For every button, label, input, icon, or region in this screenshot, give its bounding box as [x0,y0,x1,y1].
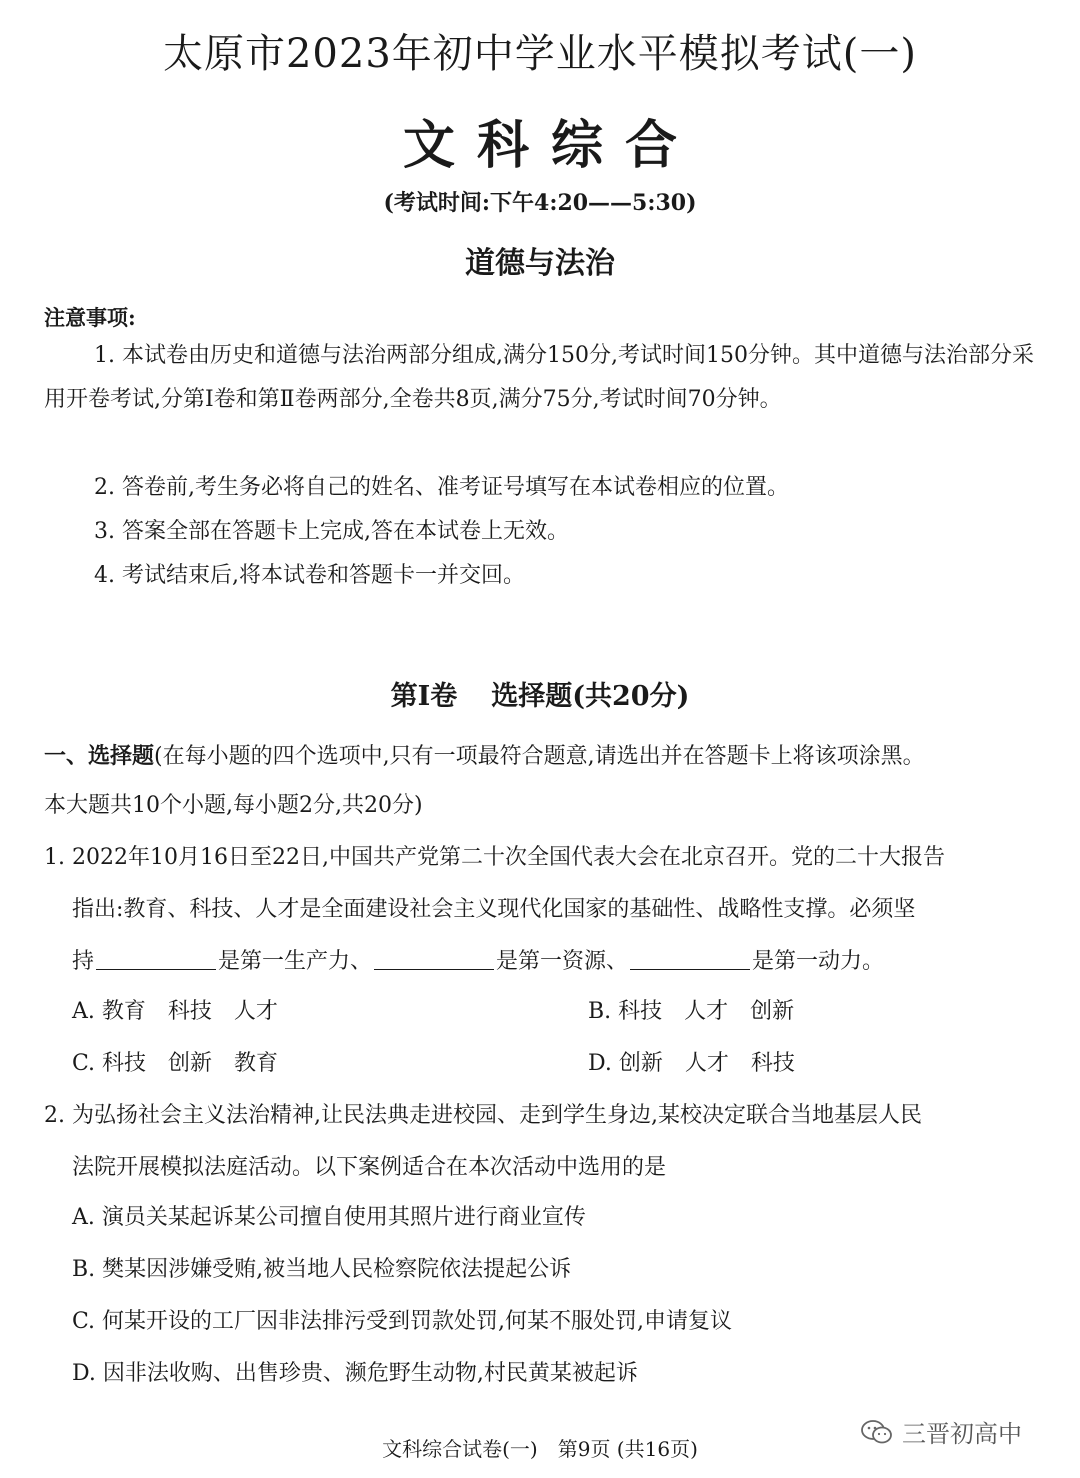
q1-option-b: B. 科技 人才 创新 [588,999,795,1024]
q1-option-c: C. 科技 创新 教育 [72,1051,279,1076]
q1-text-b: 是第一生产力、 [218,949,373,974]
notice-heading: 注意事项: [44,305,136,330]
answer-blank-1 [96,943,216,970]
section-title: 选择题(共20分) [491,681,690,712]
q1-text-c: 是第一资源、 [496,949,629,974]
exam-time: (考试时间:下午4:20——5:30) [383,190,697,216]
notice-item-3: 3. 答案全部在答题卡上完成,答在本试卷上无效。 [94,519,569,544]
answer-blank-2 [374,943,494,970]
answer-blank-3 [630,943,750,970]
question-1-line-3 [72,940,884,984]
instructions-line-2: 本大题共10个小题,每小题2分,共20分) [44,793,423,818]
question-2-line-2: 法院开展模拟法庭活动。以下案例适合在本次活动中选用的是 [72,1155,667,1180]
q2-option-d: D. 因非法收购、出售珍贵、濒危野生动物,村民黄某被起诉 [72,1361,638,1386]
q2-option-a: A. 演员关某起诉某公司擅自使用其照片进行商业宣传 [72,1205,586,1230]
page-footer: 文科综合试卷(一) 第9页 (共16页) [382,1437,698,1461]
q1-text-d: 是第一动力。 [752,949,885,974]
section-heading [0,674,1080,713]
instructions-label: 一、选择题 [44,743,155,769]
subject-title: 文科综合 [402,115,699,176]
exam-title: 太原市2023年初中学业水平模拟考试(一) [162,31,917,77]
notice-item-1: 1. 本试卷由历史和道德与法治两部分组成,满分150分,考试时间150分钟。其中道德与法治部分采用开卷考试,分第Ⅰ卷和第Ⅱ卷两部分,全卷共8页,满分75分,考试时间70分钟。 [44,343,1034,412]
q2-option-c: C. 何某开设的工厂因非法排污受到罚款处罚,何某不服处罚,申请复议 [72,1309,733,1334]
q1-text-a: 持 [72,949,95,974]
instructions-line-1 [44,734,925,779]
part-title: 道德与法治 [465,246,615,281]
q1-option-a: A. 教育 科技 人才 [72,999,278,1024]
section-volume: 第Ⅰ卷 [390,681,458,712]
watermark-text: 三晋初高中 [902,1420,1022,1448]
question-1-line-1: 1. 2022年10月16日至22日,中国共产党第二十次全国代表大会在北京召开。党的二十大报告 [44,845,945,870]
question-2-line-1: 2. 为弘扬社会主义法治精神,让民法典走进校园、走到学生身边,某校决定联合当地基层人民 [44,1103,922,1128]
q2-option-b: B. 樊某因涉嫌受贿,被当地人民检察院依法提起公诉 [72,1257,572,1282]
notice-item-2: 2. 答卷前,考生务必将自己的姓名、准考证号填写在本试卷相应的位置。 [94,475,789,500]
q1-option-d: D. 创新 人才 科技 [588,1051,795,1076]
notice-item-4: 4. 考试结束后,将本试卷和答题卡一并交回。 [94,563,525,588]
question-1-line-2: 指出:教育、科技、人才是全面建设社会主义现代化国家的基础性、战略性支撑。必须坚 [72,897,916,922]
instructions-text: (在每小题的四个选项中,只有一项最符合题意,请选出并在答题卡上将该项涂黑。 [154,744,925,769]
